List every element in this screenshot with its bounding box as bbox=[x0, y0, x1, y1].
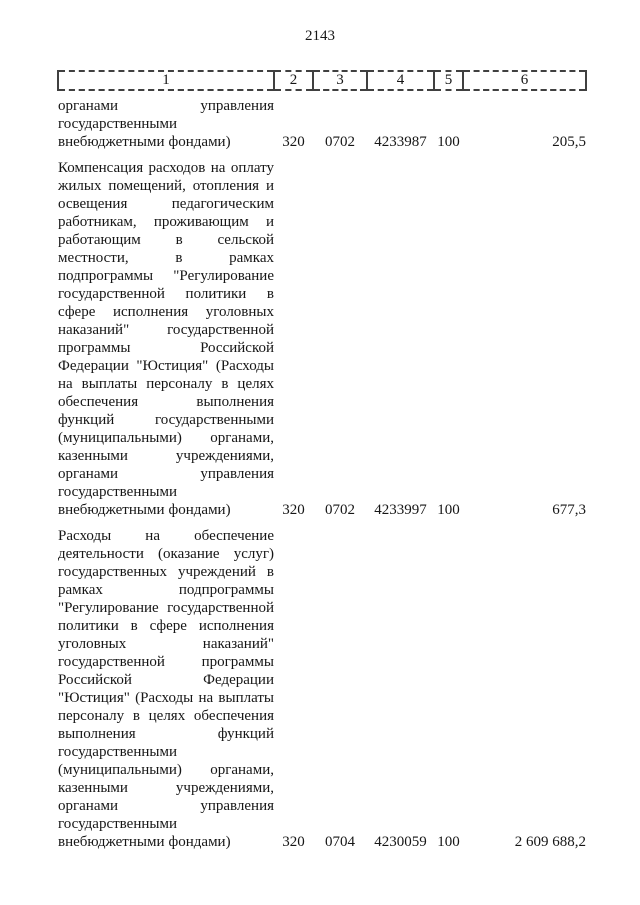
code-cell-3: 0702 bbox=[325, 502, 355, 518]
header-col-4: 4 bbox=[367, 71, 434, 90]
code-cell-4: 4233997 bbox=[374, 502, 427, 518]
amount-cell: 677,3 bbox=[552, 502, 586, 518]
table-row bbox=[58, 90, 586, 151]
description-cell: органами управления государственными внебюджетными фондами) bbox=[58, 98, 274, 150]
header-col-3: 3 bbox=[313, 71, 367, 90]
description-cell: Расходы на обеспечение деятельности (оказание услуг) государственных учреждений в рамках подпрограммы "Регулирование государственной политики в сфере исполнения уголовных наказаний" государственной программы Российской Федерации "Юстиция" (Расходы на выплаты персоналу в целях обеспечения выполнения функций государственными (муниципальными) органами, казенными учреждениями, органами управления государственными внебюджетными фондами) bbox=[58, 528, 274, 850]
code-cell-4: 4230059 bbox=[374, 834, 427, 850]
amount-cell: 205,5 bbox=[552, 134, 586, 150]
amount-cell: 2 609 688,2 bbox=[514, 834, 586, 850]
code-cell-4: 4233987 bbox=[374, 134, 427, 150]
code-cell-3: 0704 bbox=[325, 834, 355, 850]
page-number: 2143 bbox=[305, 28, 335, 44]
header-col-6: 6 bbox=[463, 71, 586, 90]
code-cell-2: 320 bbox=[282, 134, 305, 150]
code-cell-2: 320 bbox=[282, 834, 305, 850]
code-cell-5: 100 bbox=[437, 502, 460, 518]
code-cell-3: 0702 bbox=[325, 134, 355, 150]
code-cell-5: 100 bbox=[437, 134, 460, 150]
code-cell-2: 320 bbox=[282, 502, 305, 518]
header-col-1: 1 bbox=[58, 71, 274, 90]
code-cell-5: 100 bbox=[437, 834, 460, 850]
budget-table bbox=[57, 70, 587, 851]
header-col-2: 2 bbox=[274, 71, 313, 90]
table-row bbox=[58, 519, 586, 851]
table-header-row bbox=[58, 71, 586, 90]
table-row bbox=[58, 151, 586, 519]
header-col-5: 5 bbox=[434, 71, 463, 90]
description-cell: Компенсация расходов на оплату жилых помещений, отопления и освещения педагогическим работникам, проживающим и работающим в сельской местности, в рамках подпрограммы "Регулирование государственной политики в сфере исполнения уголовных наказаний" государственной программы Российской Федерации "Юстиция" (Расходы на выплаты персоналу в целях обеспечения выполнения функций государственными (муниципальными) органами, казенными учреждениями, органами управления государственными внебюджетными фондами) bbox=[58, 160, 274, 518]
